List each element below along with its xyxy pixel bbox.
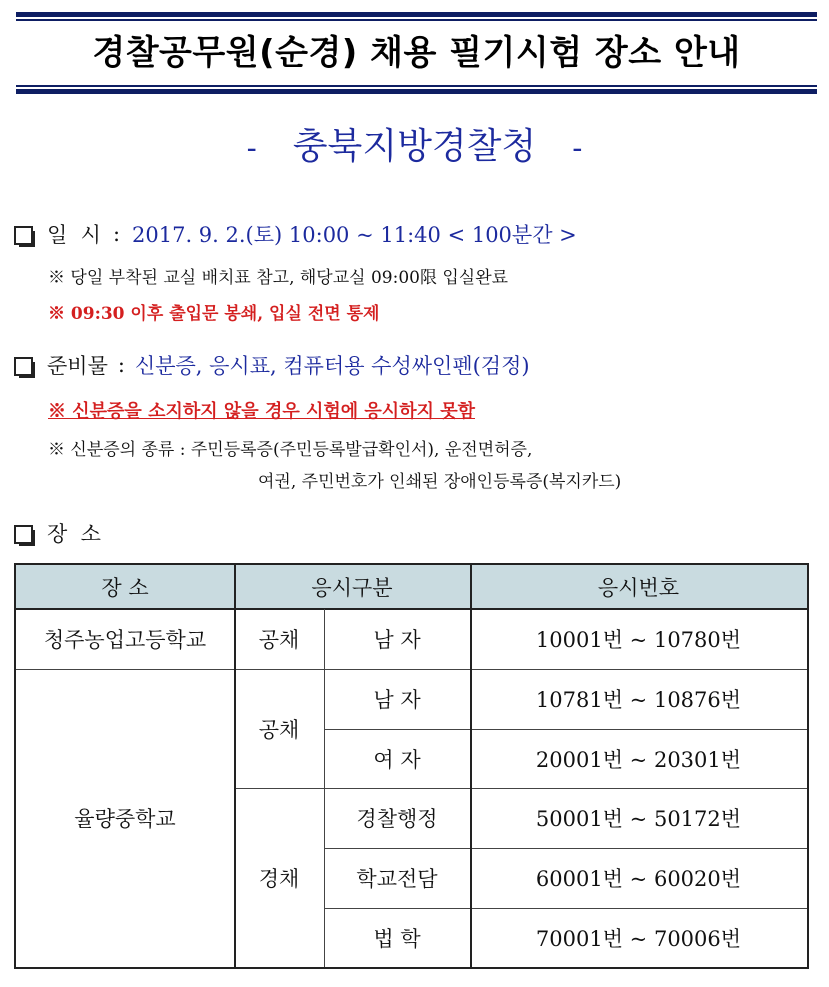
- number-range: 10781번 ~ 10876번: [535, 688, 742, 712]
- category-cell: 법 학: [373, 926, 421, 951]
- subtitle: [0, 118, 829, 169]
- group-open: 공채: [258, 628, 300, 652]
- category-cell: 학교전담: [356, 867, 438, 891]
- header-divider: [16, 608, 807, 610]
- page-title: 경찰공무원(순경) 채용 필기시험 장소 안내: [92, 33, 741, 73]
- supplies-heading: [14, 350, 530, 380]
- school-yullyang: 율량중학교: [74, 807, 176, 831]
- title-rule-bottom: [16, 85, 817, 94]
- schedule-note: ※ 당일 부착된 교실 배치표 참고, 해당교실 09:00限 입실완료: [48, 268, 509, 288]
- row-divider: [324, 908, 807, 909]
- title-rule-top: [16, 12, 817, 21]
- row-divider: [324, 729, 807, 730]
- row-divider: [16, 669, 807, 670]
- group-career: 경채: [258, 866, 300, 891]
- number-range: 60001번 ~ 60020번: [535, 867, 742, 891]
- col-divider: [470, 565, 472, 967]
- venue-label: 장 소: [47, 522, 101, 546]
- header-number: 응시번호: [470, 565, 807, 608]
- checkbox-bullet-icon: [14, 357, 33, 376]
- category-cell: 여 자: [373, 747, 421, 772]
- header-venue: 장 소: [16, 565, 234, 608]
- venue-table: [14, 563, 809, 969]
- number-range: 10001번 ~ 10780번: [535, 628, 742, 652]
- schedule-value: 2017. 9. 2.(토) 10:00 ~ 11:40 < 100분간 >: [132, 223, 577, 247]
- row-divider: [324, 848, 807, 849]
- supplies-value: 신분증, 응시표, 컴퓨터용 수성싸인펜(검정): [134, 354, 530, 378]
- title-band: [16, 12, 817, 94]
- school-cheongju: 청주농업고등학교: [43, 628, 207, 652]
- schedule-warning: ※ 09:30 이후 출입문 봉쇄, 입실 전면 통제: [48, 304, 380, 324]
- checkbox-bullet-icon: [14, 525, 33, 544]
- schedule-label: 일 시: [47, 223, 101, 247]
- category-cell: 남 자: [373, 688, 421, 712]
- supplies-colon: :: [117, 353, 125, 377]
- col-divider: [324, 609, 325, 967]
- header-category: 응시구분: [234, 565, 470, 608]
- category-cell: 남 자: [373, 628, 421, 652]
- subtitle-dash-left: -: [246, 131, 257, 166]
- schedule-heading: [14, 219, 577, 249]
- number-range: 20001번 ~ 20301번: [535, 747, 742, 772]
- venue-heading: [14, 518, 101, 548]
- supplies-warning: ※ 신분증을 소지하지 않을 경우 시험에 응시하지 못함: [48, 401, 476, 422]
- category-cell: 경찰행정: [356, 807, 438, 831]
- col-divider: [234, 565, 236, 967]
- number-range: 50001번 ~ 50172번: [535, 807, 742, 831]
- row-divider: [234, 788, 807, 789]
- subtitle-text: 충북지방경찰청: [292, 126, 537, 167]
- checkbox-bullet-icon: [14, 226, 33, 245]
- number-range: 70001번 ~ 70006번: [535, 926, 742, 951]
- supplies-label: 준비물: [47, 354, 108, 378]
- subtitle-dash-right: -: [572, 131, 583, 166]
- schedule-colon: :: [112, 222, 121, 246]
- group-open: 공채: [258, 717, 300, 742]
- id-types-line2: 여권, 주민번호가 인쇄된 장애인등록증(복지카드): [258, 472, 622, 492]
- id-types-line1: ※ 신분증의 종류 : 주민등록증(주민등록발급확인서), 운전면허증,: [48, 440, 533, 460]
